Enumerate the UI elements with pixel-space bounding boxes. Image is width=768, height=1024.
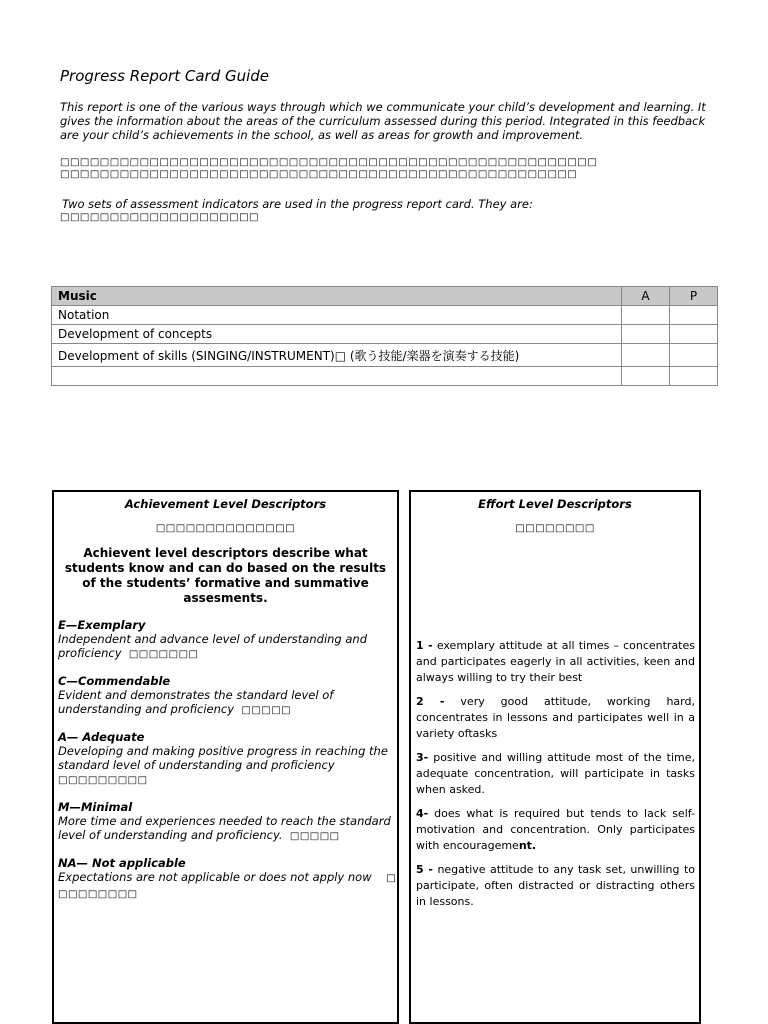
table-row [52,344,718,367]
achievement-heading-translation: □□□□□□□□□□□□□□ [155,523,296,534]
effort-text: does what is required but tends to lack self-motivation and concentration. Only participates with encourageme [416,807,695,852]
level-translation: □□□□□□□ [128,649,199,660]
table-row [52,325,718,344]
effort-item [416,694,695,742]
level-name: C—Commendable [58,674,171,688]
level-translation: □ □□□□□□□□ [58,873,397,900]
effort-number: 3- [416,751,429,764]
level-text: More time and experiences needed to reach the standard level of understanding and proficiency. [58,814,391,842]
level-name: E—Exemplary [58,618,146,632]
indicator-sets-translation: □□□□□□□□□□□□□□□□□□□□ [60,212,259,223]
cell-a [622,344,670,367]
level-translation: □□□□□□□□□ [58,775,148,786]
music-table [51,286,718,386]
cell-a [622,367,670,386]
effort-number: 4- [416,807,429,820]
effort-number: 1 - [416,639,433,652]
effort-heading: Effort Level Descriptors [478,497,632,511]
row-label [52,367,622,386]
cell-p [670,344,718,367]
cell-a [622,306,670,325]
effort-item [416,750,695,798]
row-label: Notation [52,306,622,325]
effort-number: 2 - [416,695,445,708]
music-table-header [52,287,718,306]
cell-a [622,325,670,344]
effort-text: very good attitude, working hard, concentrates in lessons and participates well in a variety oftasks [416,695,695,740]
page-title: Progress Report Card Guide [60,67,270,85]
level-text: Evident and demonstrates the standard level of understanding and proficiency [58,688,334,716]
achievement-description: Achievent level descriptors describe what students know and can do based on the results of the students’ formative and summative assesments. [64,546,387,605]
cell-p [670,325,718,344]
effort-text: positive and willing attitude most of the time, adequate concentration, will participate in tasks when asked. [416,751,695,796]
level-name: M—Minimal [58,800,133,814]
column-p-header: P [670,287,718,306]
effort-number: 5 - [416,863,433,876]
achievement-descriptors-box [52,490,399,1024]
effort-text: exemplary attitude at all times – concentrates and participates eagerly in all activities, keen and always willing to try their best [416,639,695,684]
intro-translation-line: □□□□□□□□□□□□□□□□□□□□□□□□□□□□□□□□□□□□□□□□□□□□□□□□□□□□□□ [60,157,598,168]
row-label: Development of concepts [52,325,622,344]
achievement-heading: Achievement Level Descriptors [124,497,327,511]
column-a-header: A [622,287,670,306]
level-item [58,800,397,844]
row-label: Development of skills (SINGING/INSTRUMENT)□ (歌う技能/楽器を演奏する技能) [52,344,622,367]
intro-translation [60,157,710,181]
level-text: Independent and advance level of understanding and proficiency [58,632,368,660]
level-item [58,674,397,718]
level-translation: □□□□□ [241,705,292,716]
level-text: Expectations are not applicable or does not apply now [58,870,372,884]
intro-translation-line: □□□□□□□□□□□□□□□□□□□□□□□□□□□□□□□□□□□□□□□□□□□□□□□□□□□□ [60,169,578,180]
table-row [52,306,718,325]
table-row [52,367,718,386]
cell-p [670,306,718,325]
indicator-sets-text: Two sets of assessment indicators are used in the progress report card. They are: [62,197,533,211]
intro-paragraph: This report is one of the various ways through which we communicate your child’s development and learning. It gives the information about the areas of the curriculum assessed during this period. Integrated in this feedback are your child’s achievements in the school, as well as areas for growth and improvement. [60,100,706,142]
level-name: NA— Not applicable [58,856,186,870]
level-item [58,618,397,662]
effort-text: negative attitude to any task set, unwilling to participate, often distracted or distracting others in lessons. [416,863,695,908]
level-name: A— Adequate [58,730,145,744]
effort-item [416,806,695,854]
effort-heading-translation: □□□□□□□□ [515,523,595,534]
level-item [58,856,397,902]
effort-text-tail: nt. [518,839,537,852]
effort-descriptors-box [409,490,701,1024]
level-text: Developing and making positive progress in reaching the standard level of understanding and proficiency [58,744,388,772]
subject-header: Music [52,287,622,306]
level-translation: □□□□□ [289,831,340,842]
effort-list [416,638,695,918]
cell-p [670,367,718,386]
level-item [58,730,397,788]
effort-item [416,638,695,686]
effort-item [416,862,695,910]
